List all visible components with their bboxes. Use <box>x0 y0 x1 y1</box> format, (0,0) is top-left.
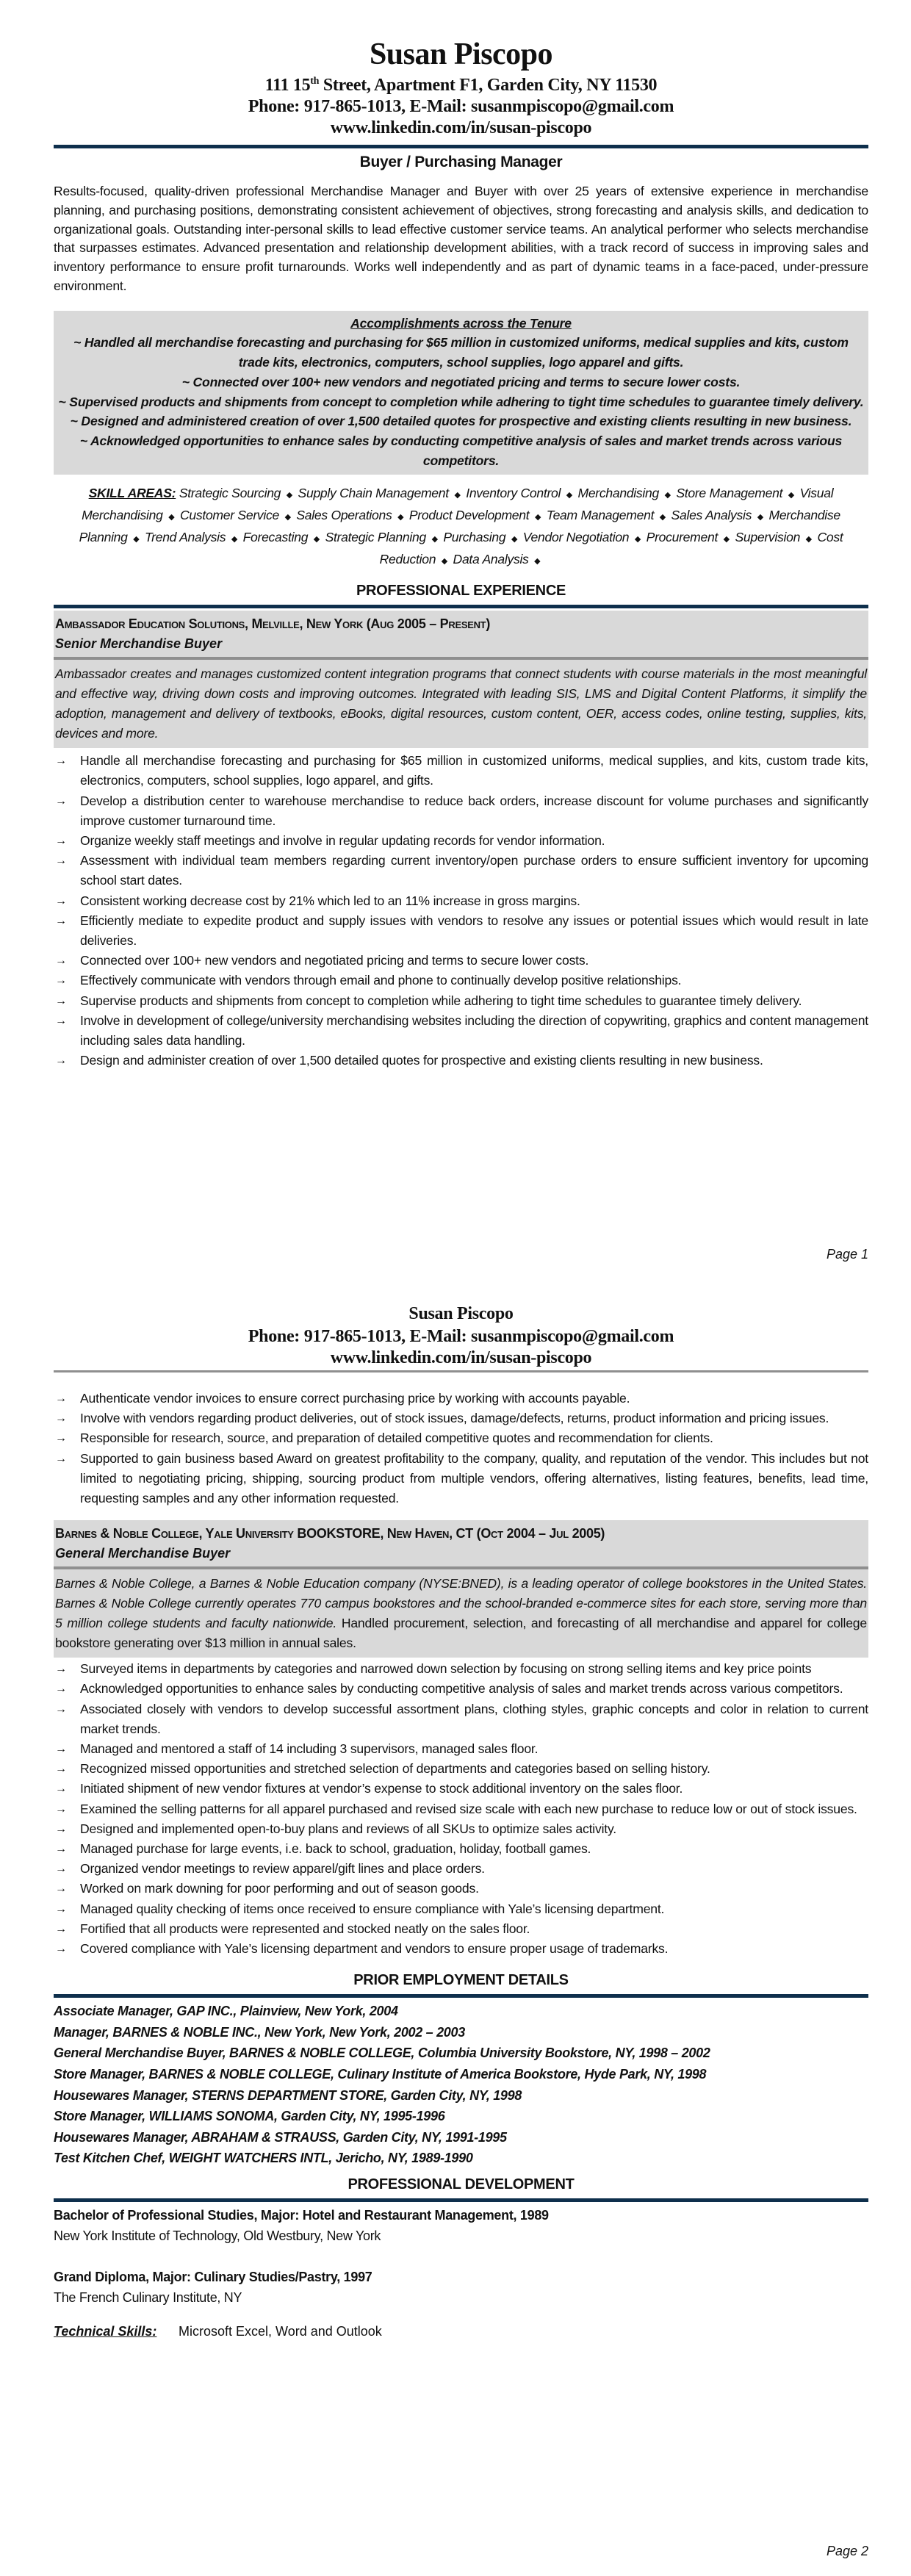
arrow-right-icon: → <box>55 1432 67 1445</box>
arrow-right-icon: → <box>55 974 67 987</box>
bullet-text: Handle all merchandise forecasting and purchasing for $65 million in customized uniforms, medical supplies, and kits, custom trade kits, electronics, computers, school supplies, logo apparel, and gifts. <box>80 753 868 788</box>
job-2-company: Barnes & Noble College, Yale University BOOKSTORE, New Haven, CT (Oct 2004 – Jul 2005) <box>55 1526 605 1541</box>
technical-skills-value: Microsoft Excel, Word and Outlook <box>179 2324 382 2339</box>
skill-areas-label: SKILL AREAS: <box>88 486 176 501</box>
prior-employment-item: Test Kitchen Chef, WEIGHT WATCHERS INTL, Jericho, NY, 1989-1990 <box>54 2151 473 2166</box>
experience-divider <box>54 605 868 608</box>
prior-employment-item: Associate Manager, GAP INC., Plainview, New York, 2004 <box>54 2004 398 2019</box>
bullet-text: Managed and mentored a staff of 14 including 3 supervisors, managed sales floor. <box>80 1741 539 1757</box>
bullet-text: Connected over 100+ new vendors and negotiated pricing and terms to secure lower costs. <box>80 953 589 968</box>
prior-employment-item: Store Manager, WILLIAMS SONOMA, Garden City, NY, 1995-1996 <box>54 2109 445 2124</box>
technical-skills-label: Technical Skills: <box>54 2324 157 2339</box>
page-1 <box>54 37 868 1071</box>
bullet-item <box>54 1051 868 1071</box>
bullet-text: Efficiently mediate to expedite product and supply issues with vendors to resolve any issues or potential issues which would result in late deliveries. <box>80 913 868 949</box>
arrow-right-icon: → <box>55 994 67 1007</box>
page-2-number: Page 2 <box>826 2544 868 2558</box>
skill-item: Sales Operations <box>296 508 392 523</box>
arrow-right-icon: → <box>55 855 67 868</box>
diamond-separator-icon: ◆ <box>723 534 730 544</box>
diamond-separator-icon: ◆ <box>431 534 438 544</box>
prior-employment-item: Housewares Manager, ABRAHAM & STRAUSS, Garden City, NY, 1991-1995 <box>54 2129 507 2145</box>
accomplishment-item: ~ Designed and administered creation of over 1,500 detailed quotes for prospective and existing clients resulting in new business. <box>70 414 852 429</box>
skill-item: Vendor Negotiation <box>522 529 630 544</box>
page-1-number: Page 1 <box>826 1247 868 1262</box>
education-entry <box>54 2267 868 2308</box>
diamond-separator-icon: ◆ <box>511 534 518 544</box>
bullet-text: Supervise products and shipments from concept to completion while adhering to tight time schedules to guarantee timely delivery. <box>80 993 802 1008</box>
bullet-text: Managed purchase for large events, i.e. back to school, graduation, holiday, football games. <box>80 1841 591 1857</box>
arrow-right-icon: → <box>55 835 67 848</box>
bullet-text: Effectively communicate with vendors through email and phone to continually develop positive relationships. <box>80 973 682 988</box>
bullet-item <box>54 1759 868 1779</box>
arrow-right-icon: → <box>55 1702 67 1716</box>
page-2 <box>54 1303 868 2342</box>
prior-employment-item: Housewares Manager, STERNS DEPARTMENT STORE, Garden City, NY, 1998 <box>54 2087 522 2103</box>
header-divider <box>54 145 868 148</box>
bullet-text: Acknowledged opportunities to enhance sales by conducting competitive analysis of sales and market trends across various competitors. <box>80 1681 843 1697</box>
arrow-right-icon: → <box>55 1412 67 1425</box>
arrow-right-icon: → <box>55 1763 67 1776</box>
diamond-separator-icon: ◆ <box>788 491 794 500</box>
diamond-separator-icon: ◆ <box>133 534 140 544</box>
technical-skills <box>54 2321 868 2342</box>
arrow-right-icon: → <box>55 1843 67 1856</box>
bullet-text: Assessment with individual team members regarding current inventory/open purchase orders to ensure sufficient inventory for upcoming school start dates. <box>80 853 868 888</box>
job-2-description <box>54 1569 868 1658</box>
bullet-item <box>54 1739 868 1759</box>
job-1-block <box>54 611 868 748</box>
arrow-right-icon: → <box>55 1663 67 1676</box>
address-number: 111 15 <box>264 76 311 95</box>
arrow-right-icon: → <box>55 1054 67 1068</box>
bullet-text: Fortified that all products were represented and stocked neatly on the sales floor. <box>80 1921 530 1936</box>
skill-item: Forecasting <box>242 529 309 544</box>
diamond-separator-icon: ◆ <box>284 513 291 522</box>
accomplishments-list <box>58 333 864 470</box>
skill-item: Sales Analysis <box>671 508 752 523</box>
skill-item: Cost Reduction <box>379 529 843 566</box>
page-2-name: Susan Piscopo <box>408 1304 514 1323</box>
education-entry <box>54 2205 868 2246</box>
prior-employment-list <box>54 2001 868 2169</box>
page-2-linkedin-link[interactable]: www.linkedin.com/in/susan-piscopo <box>330 1348 592 1367</box>
bullet-text: Recognized missed opportunities and stretched selection of departments and categories based on selling history. <box>80 1761 710 1777</box>
skill-item: Visual Merchandising <box>82 486 834 523</box>
address-superscript: th <box>310 76 320 87</box>
job-2-bullets <box>54 1659 868 1959</box>
bullet-item <box>54 1859 868 1879</box>
bullet-item <box>54 1939 868 1959</box>
job-2-description-italic: Barnes & Noble College, a Barnes & Noble Education company (NYSE:BNED), is a leading operator of college bookstores in the United States. Barnes & Noble College currently operates 770 campus bookstores and the school-branded e-commerce sites for each store, serving more than 5 million college students and faculty nationwide. <box>55 1576 867 1631</box>
diamond-separator-icon: ◆ <box>286 491 292 500</box>
bullet-text: Responsible for research, source, and preparation of detailed competitive quotes and recommendation for clients. <box>80 1431 713 1446</box>
diamond-separator-icon: ◆ <box>313 534 320 544</box>
arrow-right-icon: → <box>55 894 67 907</box>
bullet-text: Examined the selling patterns for all apparel purchased and revised size scale with each new purchase to reduce low or out of stock issues. <box>80 1801 857 1816</box>
bullet-item <box>54 891 868 911</box>
bullet-item <box>54 1659 868 1679</box>
phone-email[interactable]: Phone: 917-865-1013, E-Mail: susanmpiscopo@gmail.com <box>248 97 674 116</box>
bullet-item <box>54 951 868 971</box>
skill-item: Supply Chain Management <box>298 486 449 501</box>
skill-item: Merchandise Planning <box>79 508 840 544</box>
arrow-right-icon: → <box>55 755 67 768</box>
bullet-text: Initiated shipment of new vendor fixtures at vendor’s expense to stock additional inventory on the sales floor. <box>80 1781 683 1796</box>
diamond-separator-icon: ◆ <box>231 534 237 544</box>
arrow-right-icon: → <box>55 1902 67 1915</box>
bullet-item <box>54 1779 868 1799</box>
job-2-block <box>54 1520 868 1658</box>
linkedin-link[interactable]: www.linkedin.com/in/susan-piscopo <box>330 118 592 137</box>
bullet-text: Involve with vendors regarding product deliveries, out of stock issues, damage/defects, returns, product information and pricing issues. <box>80 1411 829 1426</box>
diamond-separator-icon: ◆ <box>534 556 541 566</box>
bullet-text: Worked on mark downing for poor performing and out of season goods. <box>80 1881 479 1896</box>
bullet-item <box>54 991 868 1011</box>
bullet-item <box>54 971 868 990</box>
prior-employment-item: General Merchandise Buyer, BARNES & NOBLE COLLEGE, Columbia University Bookstore, NY, 1998 – 2002 <box>54 2046 710 2061</box>
section-title-prior: PRIOR EMPLOYMENT DETAILS <box>353 1972 569 1989</box>
diamond-separator-icon: ◆ <box>397 513 404 522</box>
arrow-right-icon: → <box>55 914 67 927</box>
diamond-separator-icon: ◆ <box>454 491 461 500</box>
bullet-text: Managed quality checking of items once received to ensure compliance with Yale’s licensing department. <box>80 1901 665 1916</box>
job-1-bullets-page-2 <box>54 1389 868 1508</box>
education-degree: Bachelor of Professional Studies, Major: Hotel and Restaurant Management, 1989 <box>54 2208 549 2223</box>
diamond-separator-icon: ◆ <box>441 556 447 566</box>
skill-item: Customer Service <box>179 508 279 523</box>
skill-item: Merchandising <box>577 486 659 501</box>
arrow-right-icon: → <box>55 1782 67 1796</box>
education-degree: Grand Diploma, Major: Culinary Studies/Pastry, 1997 <box>54 2270 372 2285</box>
accomplishment-item: ~ Handled all merchandise forecasting and purchasing for $65 million in customized uniforms, medical supplies and kits, custom trade kits, electronics, computers, school supplies, logo apparel and gifts. <box>73 335 849 370</box>
bullet-text: Organized vendor meetings to review apparel/gift lines and place orders. <box>80 1861 485 1877</box>
section-title-development: PROFESSIONAL DEVELOPMENT <box>348 2176 575 2193</box>
education-school: New York Institute of Technology, Old Westbury, New York <box>54 2228 381 2244</box>
accomplishment-item: ~ Connected over 100+ new vendors and negotiated pricing and terms to secure lower costs. <box>181 374 741 389</box>
bullet-item <box>54 1819 868 1839</box>
skill-item: Procurement <box>646 529 719 544</box>
bullet-item <box>54 1699 868 1739</box>
diamond-separator-icon: ◆ <box>659 513 666 522</box>
arrow-right-icon: → <box>55 1822 67 1835</box>
diamond-separator-icon: ◆ <box>634 534 641 544</box>
bullet-item <box>54 1428 868 1448</box>
bullet-item <box>54 1449 868 1509</box>
skill-item: Data Analysis <box>453 551 529 566</box>
skill-item: Inventory Control <box>466 486 561 501</box>
development-divider <box>54 2198 868 2202</box>
diamond-separator-icon: ◆ <box>757 513 763 522</box>
bullet-item <box>54 1011 868 1051</box>
accomplishments-box <box>54 311 868 475</box>
job-1-bullets-page-1 <box>54 751 868 1071</box>
diamond-separator-icon: ◆ <box>566 491 572 500</box>
bullet-item <box>54 911 868 951</box>
skill-item: Purchasing <box>443 529 506 544</box>
page-2-header-divider <box>54 1370 868 1372</box>
education-school: The French Culinary Institute, NY <box>54 2290 242 2306</box>
summary-paragraph: Results-focused, quality-driven professional Merchandise Manager and Buyer with over 25 years of extensive experience in merchandise planning, and purchasing positions, demonstrating consistent achievement of objectives, strong forecasting and analysis skills, and dedication to organizational goals. Outstanding inter-personal skills to lead effective customer service teams. An analytical performer who selects merchandise that surpasses estimates. Advanced presentation and relationship development abilities, with a track record of success in improving sales and inventory performance to ensure profit turnarounds. Works well independently and as part of dynamic teams in a face-paced, under-pressure environment. <box>54 184 868 293</box>
job-1-company: Ambassador Education Solutions, Melville, New York (Aug 2005 – Present) <box>55 616 491 632</box>
prior-employment-item: Store Manager, BARNES & NOBLE COLLEGE, Culinary Institute of America Bookstore, Hyde Park, NY, 1998 <box>54 2067 707 2082</box>
bullet-text: Design and administer creation of over 1,500 detailed quotes for prospective and existing clients resulting in new business. <box>80 1053 763 1068</box>
bullet-text: Organize weekly staff meetings and involve in regular updating records for vendor information. <box>80 833 605 849</box>
skill-item: Product Development <box>408 508 530 523</box>
diamond-separator-icon: ◆ <box>534 513 541 522</box>
address <box>54 75 868 96</box>
accomplishment-item: ~ Supervised products and shipments from concept to completion while adhering to tight time schedules to guarantee timely delivery. <box>58 394 864 409</box>
bullet-text: Designed and implemented open-to-buy plans and reviews of all SKUs to optimize sales activity. <box>80 1821 616 1836</box>
bullet-text: Consistent working decrease cost by 21% which led to an 11% increase in gross margins. <box>80 893 580 908</box>
prior-divider <box>54 1994 868 1998</box>
address-rest: Street, Apartment F1, Garden City, NY 11530 <box>319 76 658 95</box>
arrow-right-icon: → <box>55 1882 67 1896</box>
bullet-item <box>54 1899 868 1919</box>
bullet-text: Involve in development of college/university merchandising websites including the direction of copywriting, graphics and content management including sales data handling. <box>80 1012 868 1048</box>
diamond-separator-icon: ◆ <box>168 513 175 522</box>
skill-item: Supervision <box>735 529 801 544</box>
diamond-separator-icon: ◆ <box>805 534 812 544</box>
bullet-text: Surveyed items in departments by categories and narrowed down selection by focusing on strong selling items and key price points <box>80 1661 812 1677</box>
diamond-separator-icon: ◆ <box>664 491 671 500</box>
headline: Buyer / Purchasing Manager <box>359 154 563 170</box>
arrow-right-icon: → <box>55 1802 67 1816</box>
prior-employment-item: Manager, BARNES & NOBLE INC., New York, New York, 2002 – 2003 <box>54 2024 465 2040</box>
education-list <box>54 2205 868 2308</box>
accomplishment-item: ~ Acknowledged opportunities to enhance sales by conducting competitive analysis of sales and market trends across various competitors. <box>79 433 843 468</box>
arrow-right-icon: → <box>55 954 67 968</box>
bullet-item <box>54 1839 868 1859</box>
section-title-experience: PROFESSIONAL EXPERIENCE <box>356 583 566 600</box>
bullet-item <box>54 751 868 791</box>
skill-item: Strategic Sourcing <box>179 486 281 501</box>
page-2-phone-email[interactable]: Phone: 917-865-1013, E-Mail: susanmpiscopo@gmail.com <box>248 1327 674 1346</box>
arrow-right-icon: → <box>55 1743 67 1756</box>
arrow-right-icon: → <box>55 1392 67 1405</box>
arrow-right-icon: → <box>55 1014 67 1027</box>
job-2-role: General Merchandise Buyer <box>55 1546 231 1561</box>
bullet-item <box>54 1679 868 1699</box>
accomplishments-title: Accomplishments across the Tenure <box>350 315 572 331</box>
skill-areas <box>54 483 868 571</box>
arrow-right-icon: → <box>55 1863 67 1876</box>
arrow-right-icon: → <box>55 1683 67 1696</box>
skill-areas-list <box>79 486 843 566</box>
candidate-name: Susan Piscopo <box>369 37 553 71</box>
bullet-item <box>54 1799 868 1819</box>
bullet-item <box>54 1919 868 1939</box>
bullet-item <box>54 831 868 851</box>
arrow-right-icon: → <box>55 1922 67 1935</box>
bullet-text: Supported to gain business based Award on greatest profitability to the company, quality, and reputation of the vendor. This includes but not limited to negotiating pricing, shipping, sourcing product from multiple vendors, offering alternatives, listing features, benefits, lead time, requesting samples and any other information requested. <box>80 1450 868 1506</box>
job-1-role: Senior Merchandise Buyer <box>55 636 223 652</box>
skill-item: Team Management <box>546 508 655 523</box>
bullet-text: Covered compliance with Yale’s licensing department and vendors to ensure proper usage of trademarks. <box>80 1941 669 1957</box>
bullet-text: Associated closely with vendors to develop successful assortment plans, clothing styles, graphic concepts and color in relation to current market trends. <box>80 1701 868 1736</box>
bullet-text: Authenticate vendor invoices to ensure correct purchasing price by working with accounts payable. <box>80 1391 630 1406</box>
bullet-text: Develop a distribution center to warehouse merchandise to reduce back orders, increase discount for volume purchases and significantly improve customer turnaround time. <box>80 793 868 828</box>
job-1-description: Ambassador creates and manages customized content integration programs that connect students with course materials in the most meaningful and effective way, driving down costs and improving outcomes. Integrated with leading SIS, LMS and Digital Content Platforms, it simplify the adoption, management and delivery of textbooks, eBooks, digital resources, custom content, OER, access codes, online testing, supplies, kits, devices and more. <box>55 666 867 741</box>
arrow-right-icon: → <box>55 1943 67 1956</box>
skill-item: Store Management <box>676 486 783 501</box>
skill-item: Strategic Planning <box>325 529 426 544</box>
bullet-item <box>54 851 868 891</box>
bullet-item <box>54 1408 868 1428</box>
bullet-item <box>54 791 868 831</box>
bullet-item <box>54 1389 868 1408</box>
skill-item: Trend Analysis <box>145 529 226 544</box>
job-2-description-plain: Handled procurement, selection, and forecasting of all merchandise and apparel for college bookstore generating over $13 million in annual sales. <box>55 1616 867 1651</box>
arrow-right-icon: → <box>55 794 67 807</box>
bullet-item <box>54 1879 868 1899</box>
arrow-right-icon: → <box>55 1452 67 1465</box>
